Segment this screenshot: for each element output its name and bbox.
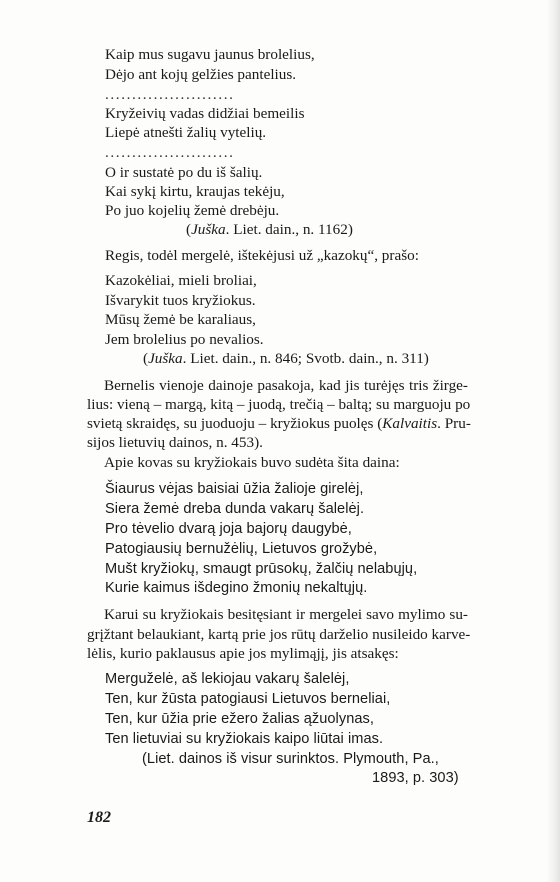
prose-paragraph-4-line-1: Karui su kryžiokais besitęsiant ir mergelei savo mylimo su- xyxy=(104,606,468,623)
poem4-source-line-2: 1893, p. 303) xyxy=(372,770,459,786)
prose-paragraph-2-line-4: sijos lietuvių dainos, n. 453). xyxy=(87,434,263,451)
prose-paragraph-2-line-1: Bernelis vienoje dainoje pasakoja, kad jis turėjęs tris žirge- xyxy=(104,377,468,394)
prose-paragraph-2-line-3 xyxy=(87,414,471,433)
page-edge-shadow xyxy=(546,0,560,882)
poem1-line-6: Kai sykį kirtu, kraujas tekėju, xyxy=(105,183,285,200)
source-author: Juška xyxy=(148,350,183,367)
poem1-line-1: Kaip mus sugavu jaunus brolelius, xyxy=(105,46,315,63)
ellipsis-dots-1: ........................ xyxy=(105,86,235,103)
poem2-line-2: Išvarykit tuos kryžiokus. xyxy=(105,292,256,309)
poem1-line-5: O ir sustatė po du iš šalių. xyxy=(105,164,263,181)
poem4-line-3: Ten, kur ūžia prie ežero žalias ąžuolynas, xyxy=(105,711,374,727)
prose-paragraph-4-line-2: grįžtant belaukiant, kartą prie jos rūtų darželio nusileido karve- xyxy=(87,626,471,643)
poem4-line-1: Merguželė, aš lekiojau vakarų šalelėj, xyxy=(105,671,350,687)
prose-paragraph-3: Apie kovas su kryžiokais buvo sudėta šita daina: xyxy=(104,454,400,471)
ellipsis-dots-2: ........................ xyxy=(105,144,235,161)
poem1-line-2: Dėjo ant kojų gelžies pantelius. xyxy=(105,66,297,83)
poem1-line-3: Kryžeivių vadas didžiai bemeilis xyxy=(105,105,305,122)
cited-author: Kalvaitis xyxy=(382,415,438,432)
poem3-line-4: Patogiausių bernužėlių, Lietuvos grožybė, xyxy=(105,541,378,557)
poem4-source-line-1: (Liet. dainos iš visur surinktos. Plymouth, Pa., xyxy=(142,751,439,767)
poem1-source xyxy=(186,220,353,239)
poem3-line-5: Mušt kryžiokų, smaugt prūsokų, žalčių nelabųjų, xyxy=(105,561,418,577)
prose-paragraph-1: Regis, todėl mergelė, ištekėjusi už „kazokų“, prašo: xyxy=(105,247,419,264)
source-open-paren: ( xyxy=(143,350,149,367)
poem3-line-2: Siera žemė dreba dunda vakarų šalelėj. xyxy=(105,501,365,517)
poem4-line-4: Ten lietuviai su kryžiokais kaipo liūtai imas. xyxy=(105,731,384,747)
source-citation: . Liet. dain., n. 846; Svotb. dain., n. 311) xyxy=(182,350,429,367)
source-open-paren: ( xyxy=(186,221,192,238)
poem1-line-7: Po juo kojelių žemė drebėju. xyxy=(105,202,280,219)
source-author: Juška xyxy=(191,221,226,238)
poem2-line-4: Jem brolelius po nevalios. xyxy=(105,331,264,348)
poem2-line-1: Kazokėliai, mieli broliai, xyxy=(105,272,257,289)
prose-paragraph-4-line-3: lėlis, kurio paklausus apie jos mylimąjį, jis atsakęs: xyxy=(87,645,399,662)
source-citation: . Liet. dain., n. 1162) xyxy=(225,221,353,238)
poem4-line-2: Ten, kur žūsta patogiausi Lietuvos berneliai, xyxy=(105,691,391,707)
poem2-source xyxy=(143,349,429,368)
poem2-line-3: Mūsų žemė be karaliaus, xyxy=(105,311,256,328)
poem3-line-1: Šiaurus vėjas baisiai ūžia žalioje girelėj, xyxy=(105,481,364,497)
poem3-line-6: Kurie kaimus išdegino žmonių nekaltųjų. xyxy=(105,580,368,596)
prose-text: svietą skraidęs, su juoduoju – kryžiokus puolęs ( xyxy=(87,415,383,432)
poem1-line-4: Liepė atnešti žalių vytelių. xyxy=(105,124,267,141)
poem3-line-3: Pro tėvelio dvarą joja bajorų daugybė, xyxy=(105,521,352,537)
prose-text: . Pru- xyxy=(437,415,471,432)
prose-paragraph-2-line-2: lius: vieną – margą, kitą – juodą, trečią – baltą; su marguoju po xyxy=(87,396,471,413)
page-number: 182 xyxy=(87,809,111,826)
